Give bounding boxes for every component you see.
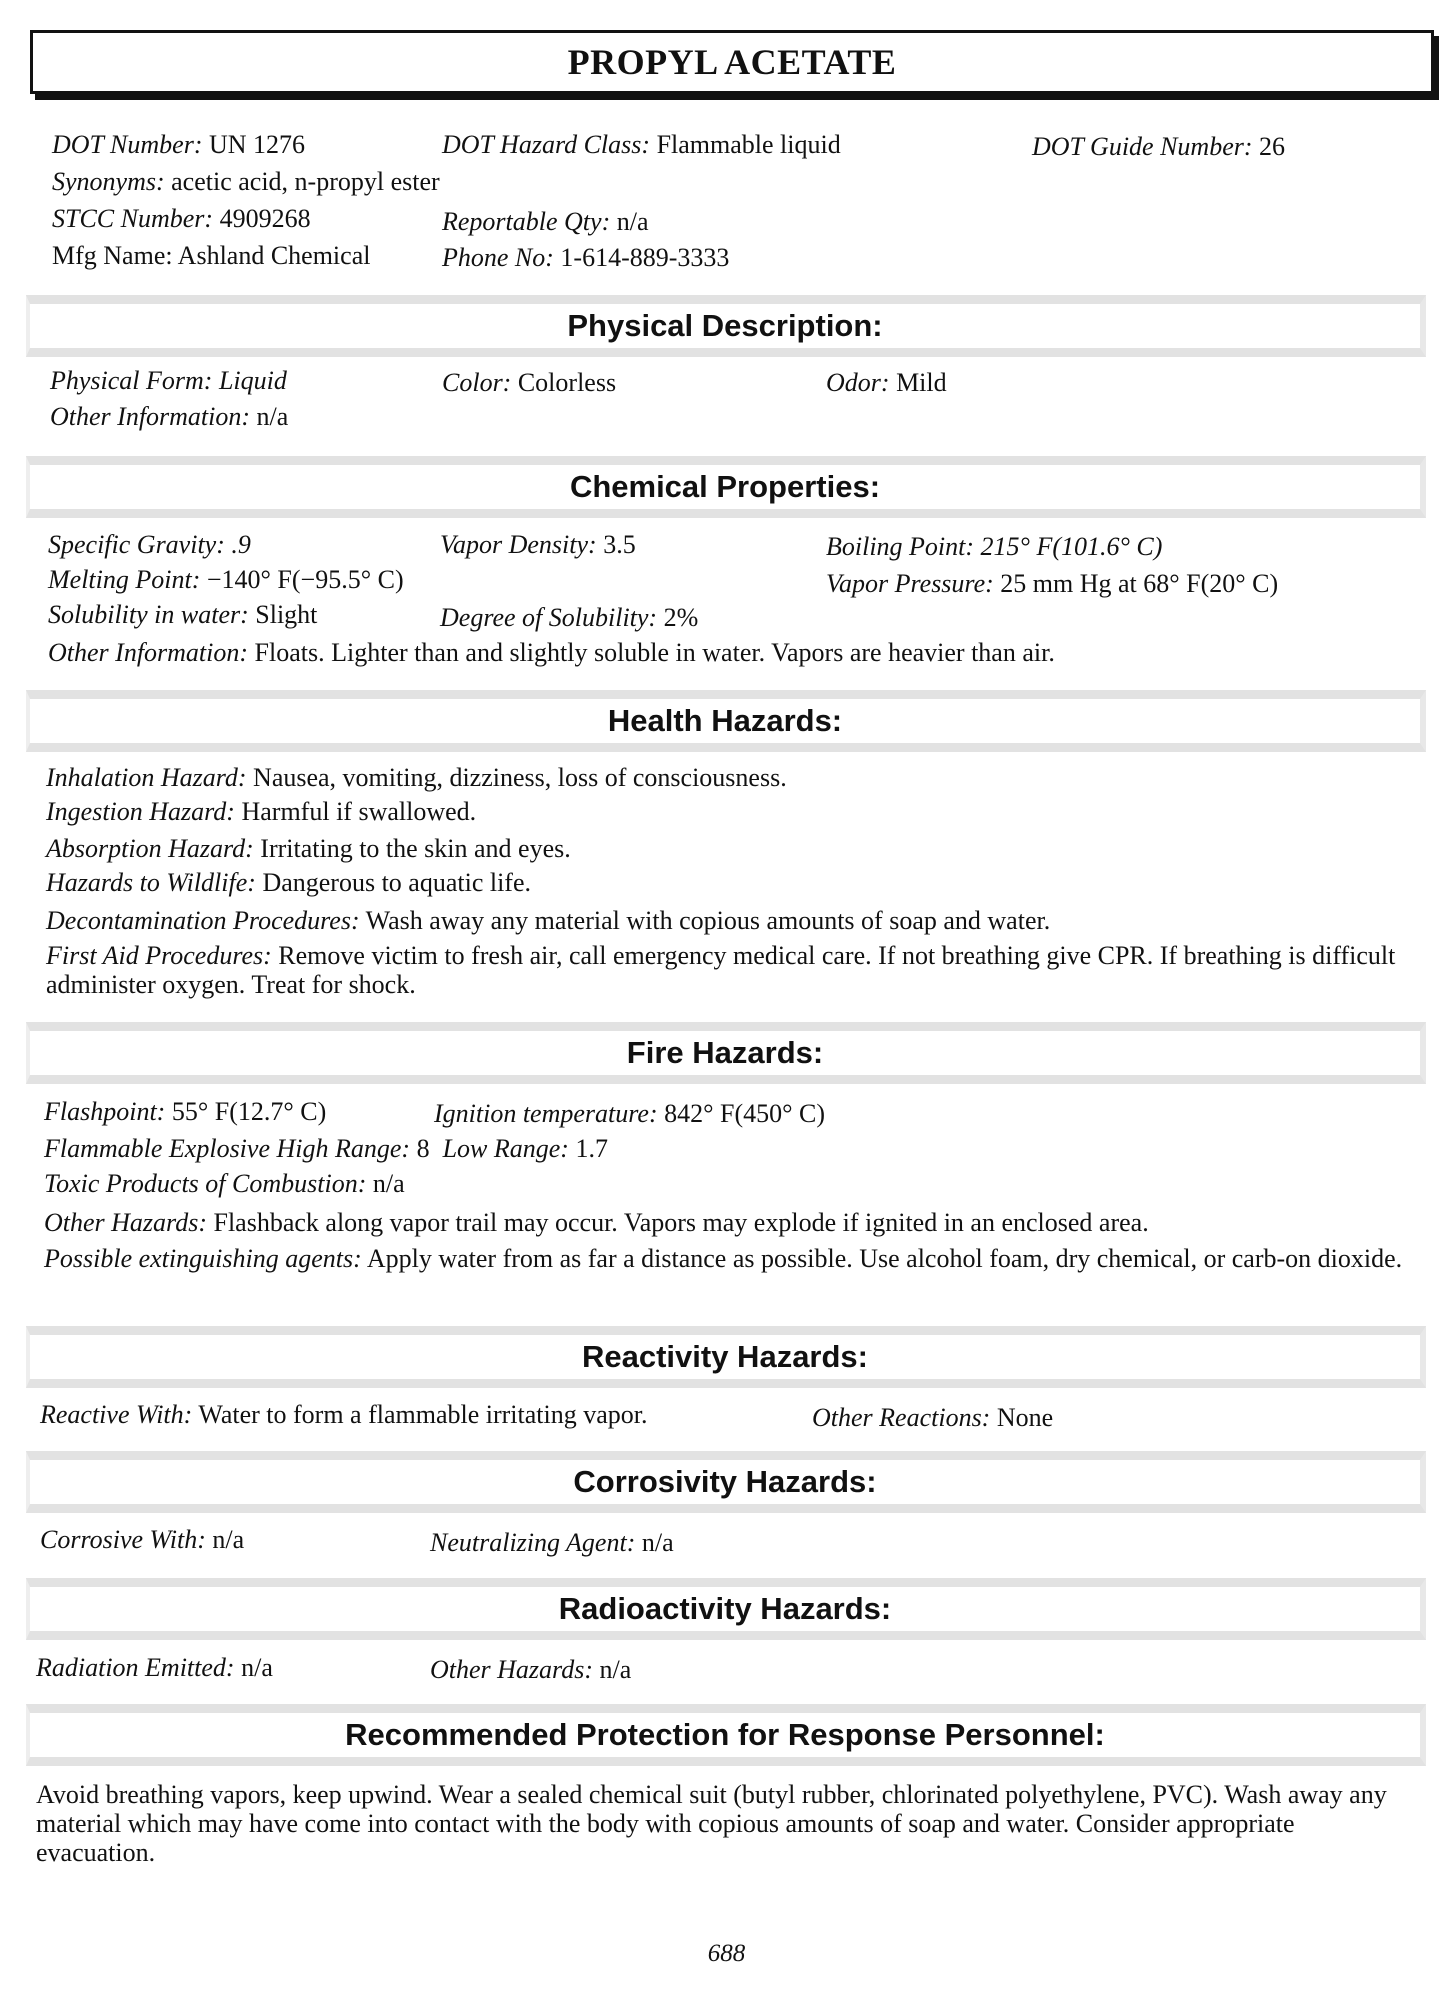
absorption-hazard: Absorption Hazard: Irritating to the skin and eyes. [46,834,571,863]
radiation-emitted: Radiation Emitted: n/a [36,1653,273,1682]
page-number: 688 [707,1940,746,1967]
decontamination: Decontamination Procedures: Wash away any material with copious amounts of soap and water. [46,906,1051,935]
section-reactivity-heading: Reactivity Hazards: [26,1326,1426,1388]
section-fire-heading: Fire Hazards: [26,1022,1426,1084]
reportable-qty: Reportable Qty: n/a [442,207,649,236]
section-corrosivity-heading: Corrosivity Hazards: [26,1451,1426,1513]
vapor-pressure: Vapor Pressure: 25 mm Hg at 68° F(20° C) [826,569,1279,598]
boiling-point: Boiling Point: 215° F(101.6° C) [826,532,1163,561]
dot-hazard-class: DOT Hazard Class: Flammable liquid [442,130,841,159]
dot-guide-number: DOT Guide Number: 26 [1032,132,1286,161]
physical-odor: Odor: Mild [826,368,947,397]
ingestion-hazard: Ingestion Hazard: Harmful if swallowed. [46,797,477,826]
stcc-number: STCC Number: 4909268 [52,204,311,233]
melting-point: Melting Point: −140° F(−95.5° C) [48,565,404,594]
other-reactions: Other Reactions: None [812,1403,1054,1432]
section-radioactivity-heading: Radioactivity Hazards: [26,1578,1426,1640]
ignition-temperature: Ignition temperature: 842° F(450° C) [434,1099,826,1128]
phone-no: Phone No: 1-614-889-3333 [442,243,730,272]
first-aid: First Aid Procedures: Remove victim to fresh air, call emergency medical care. If not breathing give CPR. If breathing is difficult administer oxygen. Treat for shock. [46,941,1396,999]
solubility: Solubility in water: Slight [48,600,318,629]
flashpoint: Flashpoint: 55° F(12.7° C) [44,1097,327,1126]
chemical-other: Other Information: Floats. Lighter than and slightly soluble in water. Vapors are heavier than air. [48,638,1055,667]
degree-of-solubility: Degree of Solubility: 2% [440,603,699,632]
physical-color: Color: Colorless [442,368,617,397]
radio-other-hazards: Other Hazards: n/a [430,1655,632,1684]
specific-gravity: Specific Gravity: .9 [48,530,251,559]
inhalation-hazard: Inhalation Hazard: Nausea, vomiting, dizziness, loss of consciousness. [46,763,787,792]
section-chemical-heading: Chemical Properties: [26,456,1426,518]
document-title: PROPYL ACETATE [30,30,1434,94]
physical-form: Physical Form: Liquid [50,366,287,395]
protection-text: Avoid breathing vapors, keep upwind. Wear a sealed chemical suit (butyl rubber, chlorinated polyethylene, PVC). Wash away any material which may have come into contact with the body with copious amounts of soap and water. Consider appropriate evacuation. [36,1780,1387,1867]
section-health-heading: Health Hazards: [26,690,1426,752]
toxic-products: Toxic Products of Combustion: n/a [44,1169,405,1198]
dot-number: DOT Number: UN 1276 [52,130,306,159]
vapor-density: Vapor Density: 3.5 [440,530,636,559]
extinguishing-agents: Possible extinguishing agents: Apply water from as far a distance as possible. Use alcohol foam, dry chemical, or carb-on dioxide. [44,1244,1403,1273]
reactive-with: Reactive With: Water to form a flammable irritating vapor. [40,1400,648,1429]
section-protection-heading: Recommended Protection for Response Personnel: [26,1704,1426,1766]
neutralizing-agent: Neutralizing Agent: n/a [430,1528,674,1557]
physical-other: Other Information: n/a [50,402,289,431]
fire-other-hazards: Other Hazards: Flashback along vapor trail may occur. Vapors may explode if ignited in an enclosed area. [44,1208,1149,1237]
flammable-range: Flammable Explosive High Range: 8 Low Range: 1.7 [44,1134,608,1163]
corrosive-with: Corrosive With: n/a [40,1525,245,1554]
synonyms: Synonyms: acetic acid, n-propyl ester [52,167,440,196]
wildlife-hazard: Hazards to Wildlife: Dangerous to aquatic life. [46,868,532,897]
section-physical-heading: Physical Description: [26,295,1426,357]
mfg-name: Mfg Name: Ashland Chemical [52,241,371,270]
